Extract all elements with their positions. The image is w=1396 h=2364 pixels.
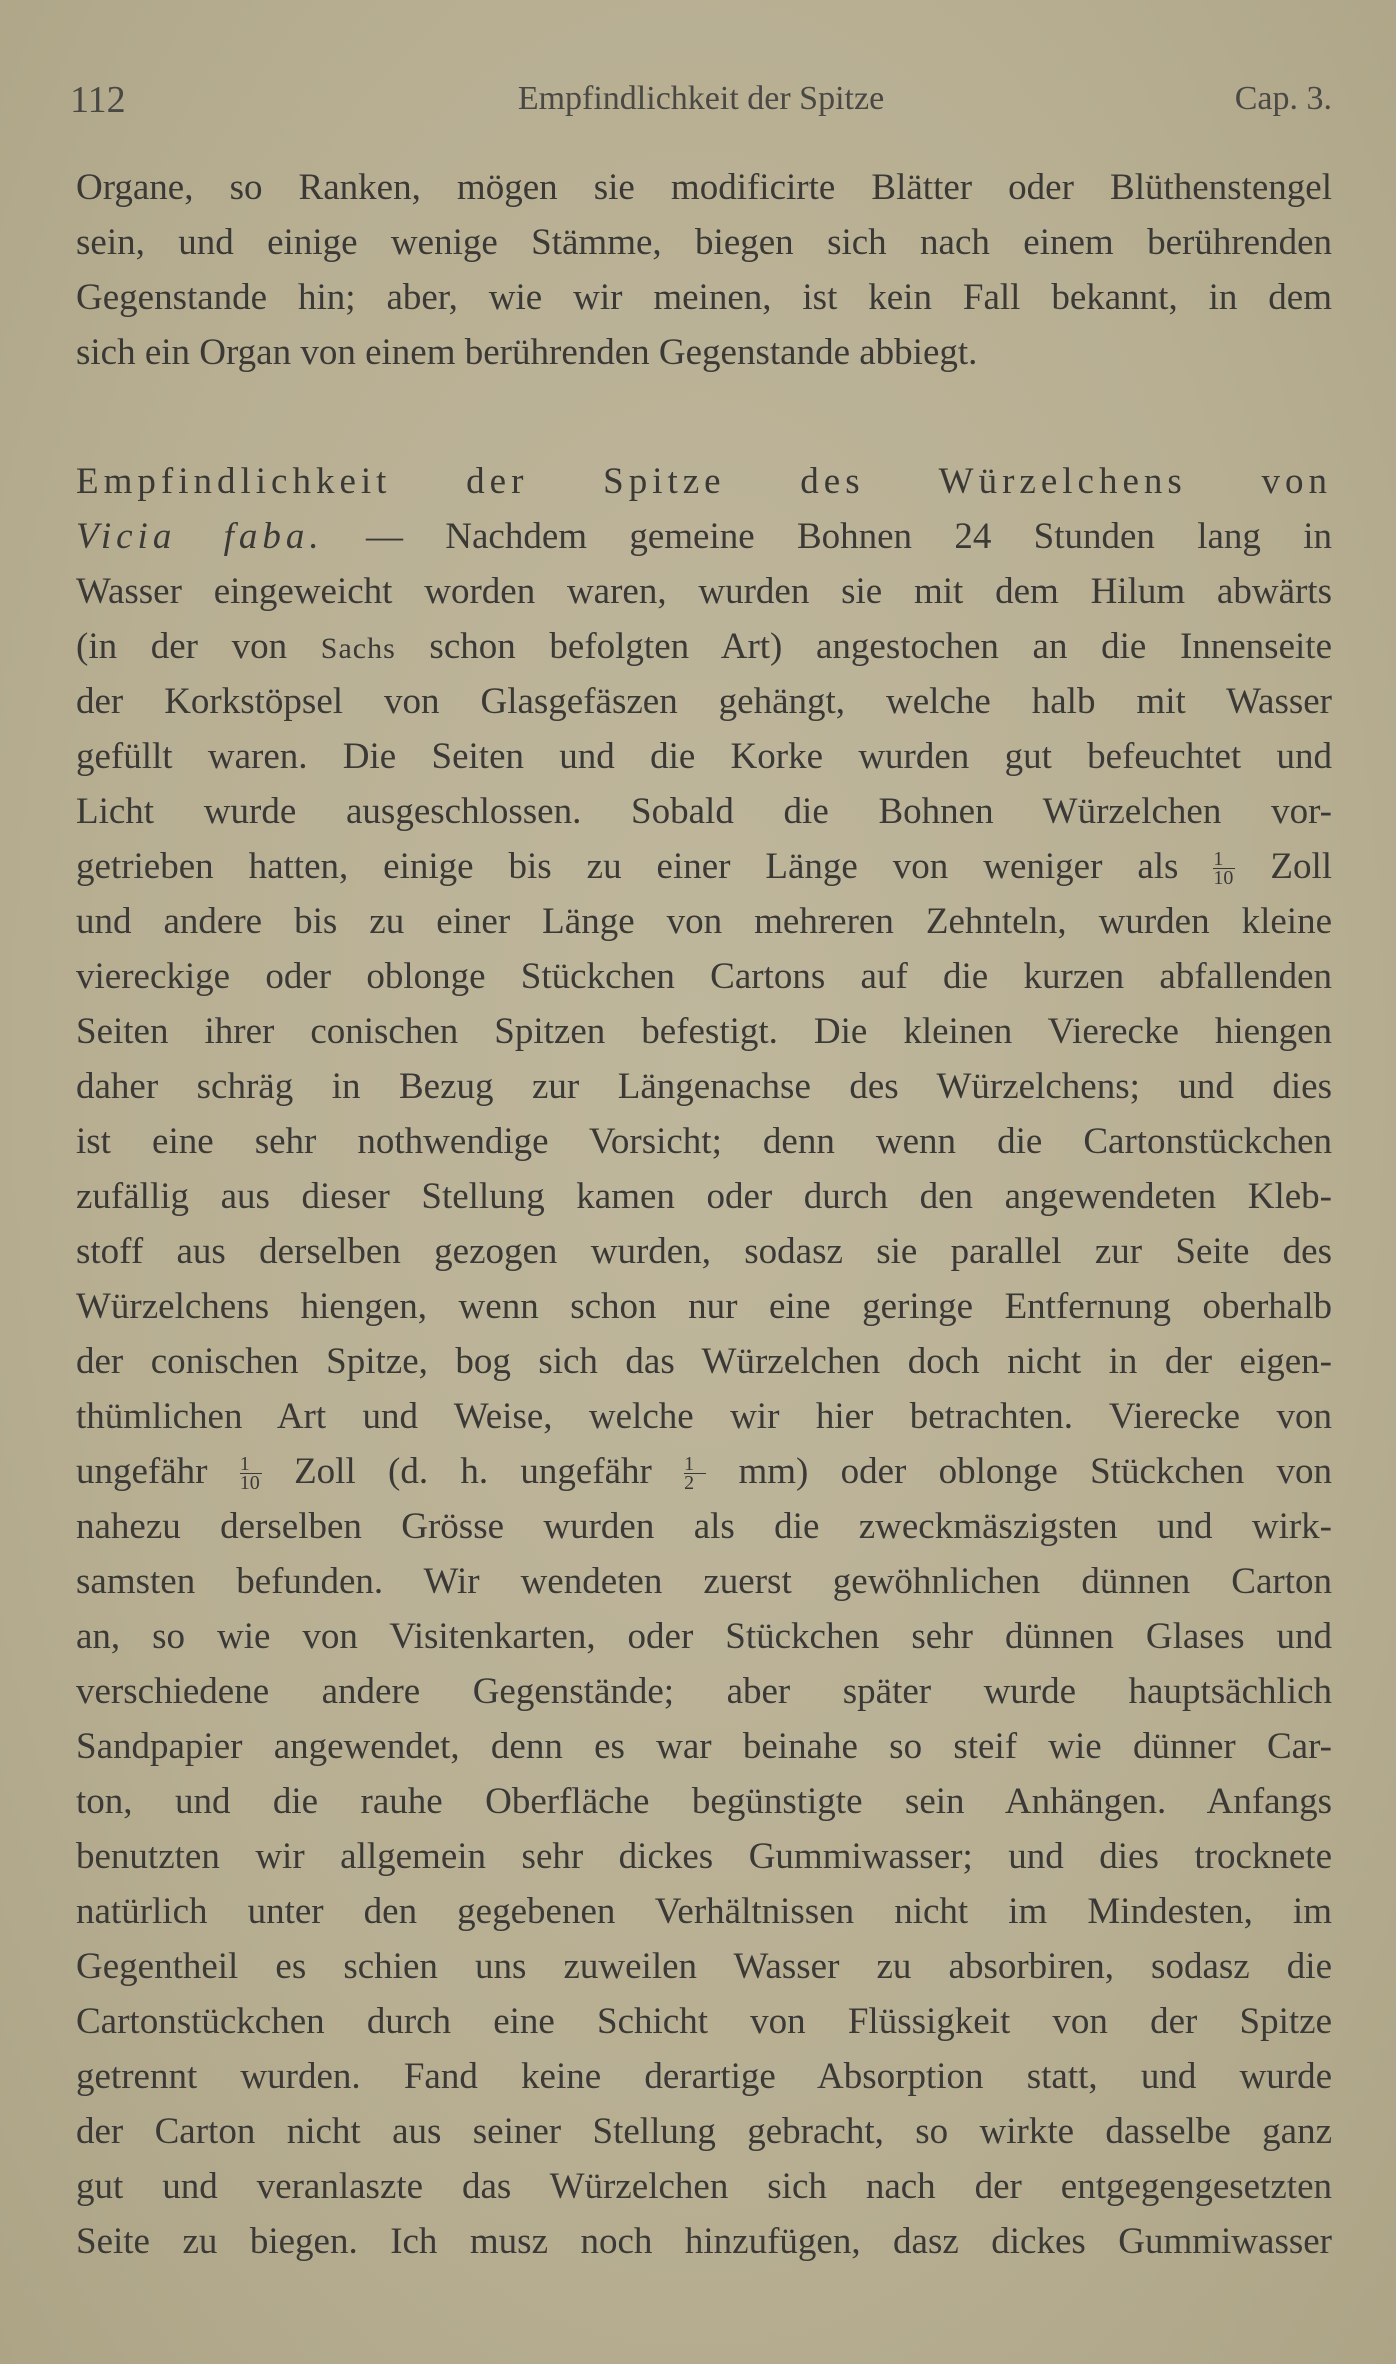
text-line: thümlichen Art und Weise, welche wir hier betrachten. Vierecke von [76, 1396, 1332, 1437]
text-line [76, 839, 1332, 894]
text-line: Würzelchens hiengen, wenn schon nur eine geringe Entfernung oberhalb [76, 1286, 1332, 1327]
text-fragment: (in der von [76, 626, 321, 667]
text-line: sich ein Organ von einem berührenden Gegenstande abbiegt. [76, 332, 978, 373]
fraction-tenth: $\frac{1}{10}$ [1213, 848, 1234, 889]
text-line: gefüllt waren. Die Seiten und die Korke wurden gut befeuchtet und [76, 736, 1332, 777]
text-line: getrennt wurden. Fand keine derartige Absorption statt, und wurde [76, 2056, 1332, 2097]
fraction-tenth: $\frac{1}{10}$ [239, 1453, 260, 1494]
text-fragment: mm) oder oblonge Stückchen von [738, 1451, 1332, 1492]
text-fragment: getrieben hatten, einige bis zu einer Länge von weniger als [76, 846, 1179, 887]
text-line: der conischen Spitze, bog sich das Würzelchen doch nicht in der eigen- [76, 1341, 1332, 1382]
text-fragment: — Nachdem gemeine Bohnen 24 Stunden lang in [323, 516, 1332, 557]
fraction-half: $\frac{1}{2}$ [684, 1455, 706, 1491]
text-fragment: ungefähr [76, 1451, 208, 1492]
text-line: Seite zu biegen. Ich musz noch hinzufügen, dasz dickes Gummiwasser [76, 2221, 1332, 2262]
species-name: Vicia faba. [76, 516, 324, 557]
text-line: stoff aus derselben gezogen wurden, sodasz sie parallel zur Seite des [76, 1231, 1332, 1272]
page-number: 112 [70, 79, 126, 121]
chapter-label: Cap. 3. [1234, 80, 1332, 117]
page-body [76, 160, 1332, 2269]
text-line: und andere bis zu einer Länge von mehreren Zehnteln, wurden kleine [76, 901, 1332, 942]
text-line: Wasser eingeweicht worden waren, wurden sie mit dem Hilum abwärts [76, 571, 1332, 612]
text-line: der Carton nicht aus seiner Stellung gebracht, so wirkte dasselbe ganz [76, 2111, 1332, 2152]
author-name: Sachs [320, 632, 396, 665]
text-line: an, so wie von Visitenkarten, oder Stückchen sehr dünnen Glases und [76, 1616, 1332, 1657]
text-fragment: schon befolgten Art) angestochen an die Innenseite [395, 626, 1332, 667]
text-line [76, 1444, 1332, 1499]
text-line: samsten befunden. Wir wendeten zuerst gewöhnlichen dünnen Carton [76, 1561, 1332, 1602]
text-line: daher schräg in Bezug zur Längenachse des Würzelchens; und dies [76, 1066, 1332, 1107]
text-line: nahezu derselben Grösse wurden als die zweckmäszigsten und wirk- [76, 1506, 1332, 1547]
text-line: Gegentheil es schien uns zuweilen Wasser zu absorbiren, sodasz die [76, 1946, 1332, 1987]
text-line: Organe, so Ranken, mögen sie modificirte Blätter oder Blüthenstengel [76, 167, 1332, 208]
text-line [76, 509, 1332, 564]
text-line: ton, und die rauhe Oberfläche begünstigte sein Anhängen. Anfangs [76, 1781, 1332, 1822]
text-line: Licht wurde ausgeschlossen. Sobald die Bohnen Würzelchen vor- [76, 791, 1332, 832]
text-line: der Korkstöpsel von Glasgefäszen gehängt, welche halb mit Wasser [76, 681, 1332, 722]
text-line: viereckige oder oblonge Stückchen Cartons auf die kurzen abfallenden [76, 956, 1332, 997]
text-line: Seiten ihrer conischen Spitzen befestigt. Die kleinen Vierecke hiengen [76, 1011, 1332, 1052]
paragraph-gap [76, 380, 1332, 454]
text-line: benutzten wir allgemein sehr dickes Gummiwasser; und dies trocknete [76, 1836, 1332, 1877]
text-line: gut und veranlaszte das Würzelchen sich nach der entgegengesetzten [76, 2166, 1332, 2207]
text-fragment: Zoll (d. h. ungefähr [294, 1451, 652, 1492]
text-line: zufällig aus dieser Stellung kamen oder durch den angewendeten Kleb- [76, 1176, 1332, 1217]
text-line: Gegenstande hin; aber, wie wir meinen, ist kein Fall bekannt, in dem [76, 277, 1332, 318]
text-line: natürlich unter den gegebenen Verhältnissen nicht im Mindesten, im [76, 1891, 1332, 1932]
text-line: Sandpapier angewendet, denn es war beinahe so steif wie dünner Car- [76, 1726, 1332, 1767]
section-heading: Empfindlichkeit der Spitze des Würzelchens von [76, 461, 1332, 502]
text-line [76, 619, 1332, 674]
text-line: ist eine sehr nothwendige Vorsicht; denn wenn die Cartonstückchen [76, 1121, 1332, 1162]
text-line: verschiedene andere Gegenstände; aber später wurde hauptsächlich [76, 1671, 1332, 1712]
text-line: sein, und einige wenige Stämme, biegen sich nach einem berührenden [76, 222, 1332, 263]
text-line: Cartonstückchen durch eine Schicht von Flüssigkeit von der Spitze [76, 2001, 1332, 2042]
running-title: Empfindlichkeit der Spitze [517, 80, 885, 117]
running-header [70, 78, 1332, 128]
text-fragment: Zoll [1270, 846, 1332, 887]
